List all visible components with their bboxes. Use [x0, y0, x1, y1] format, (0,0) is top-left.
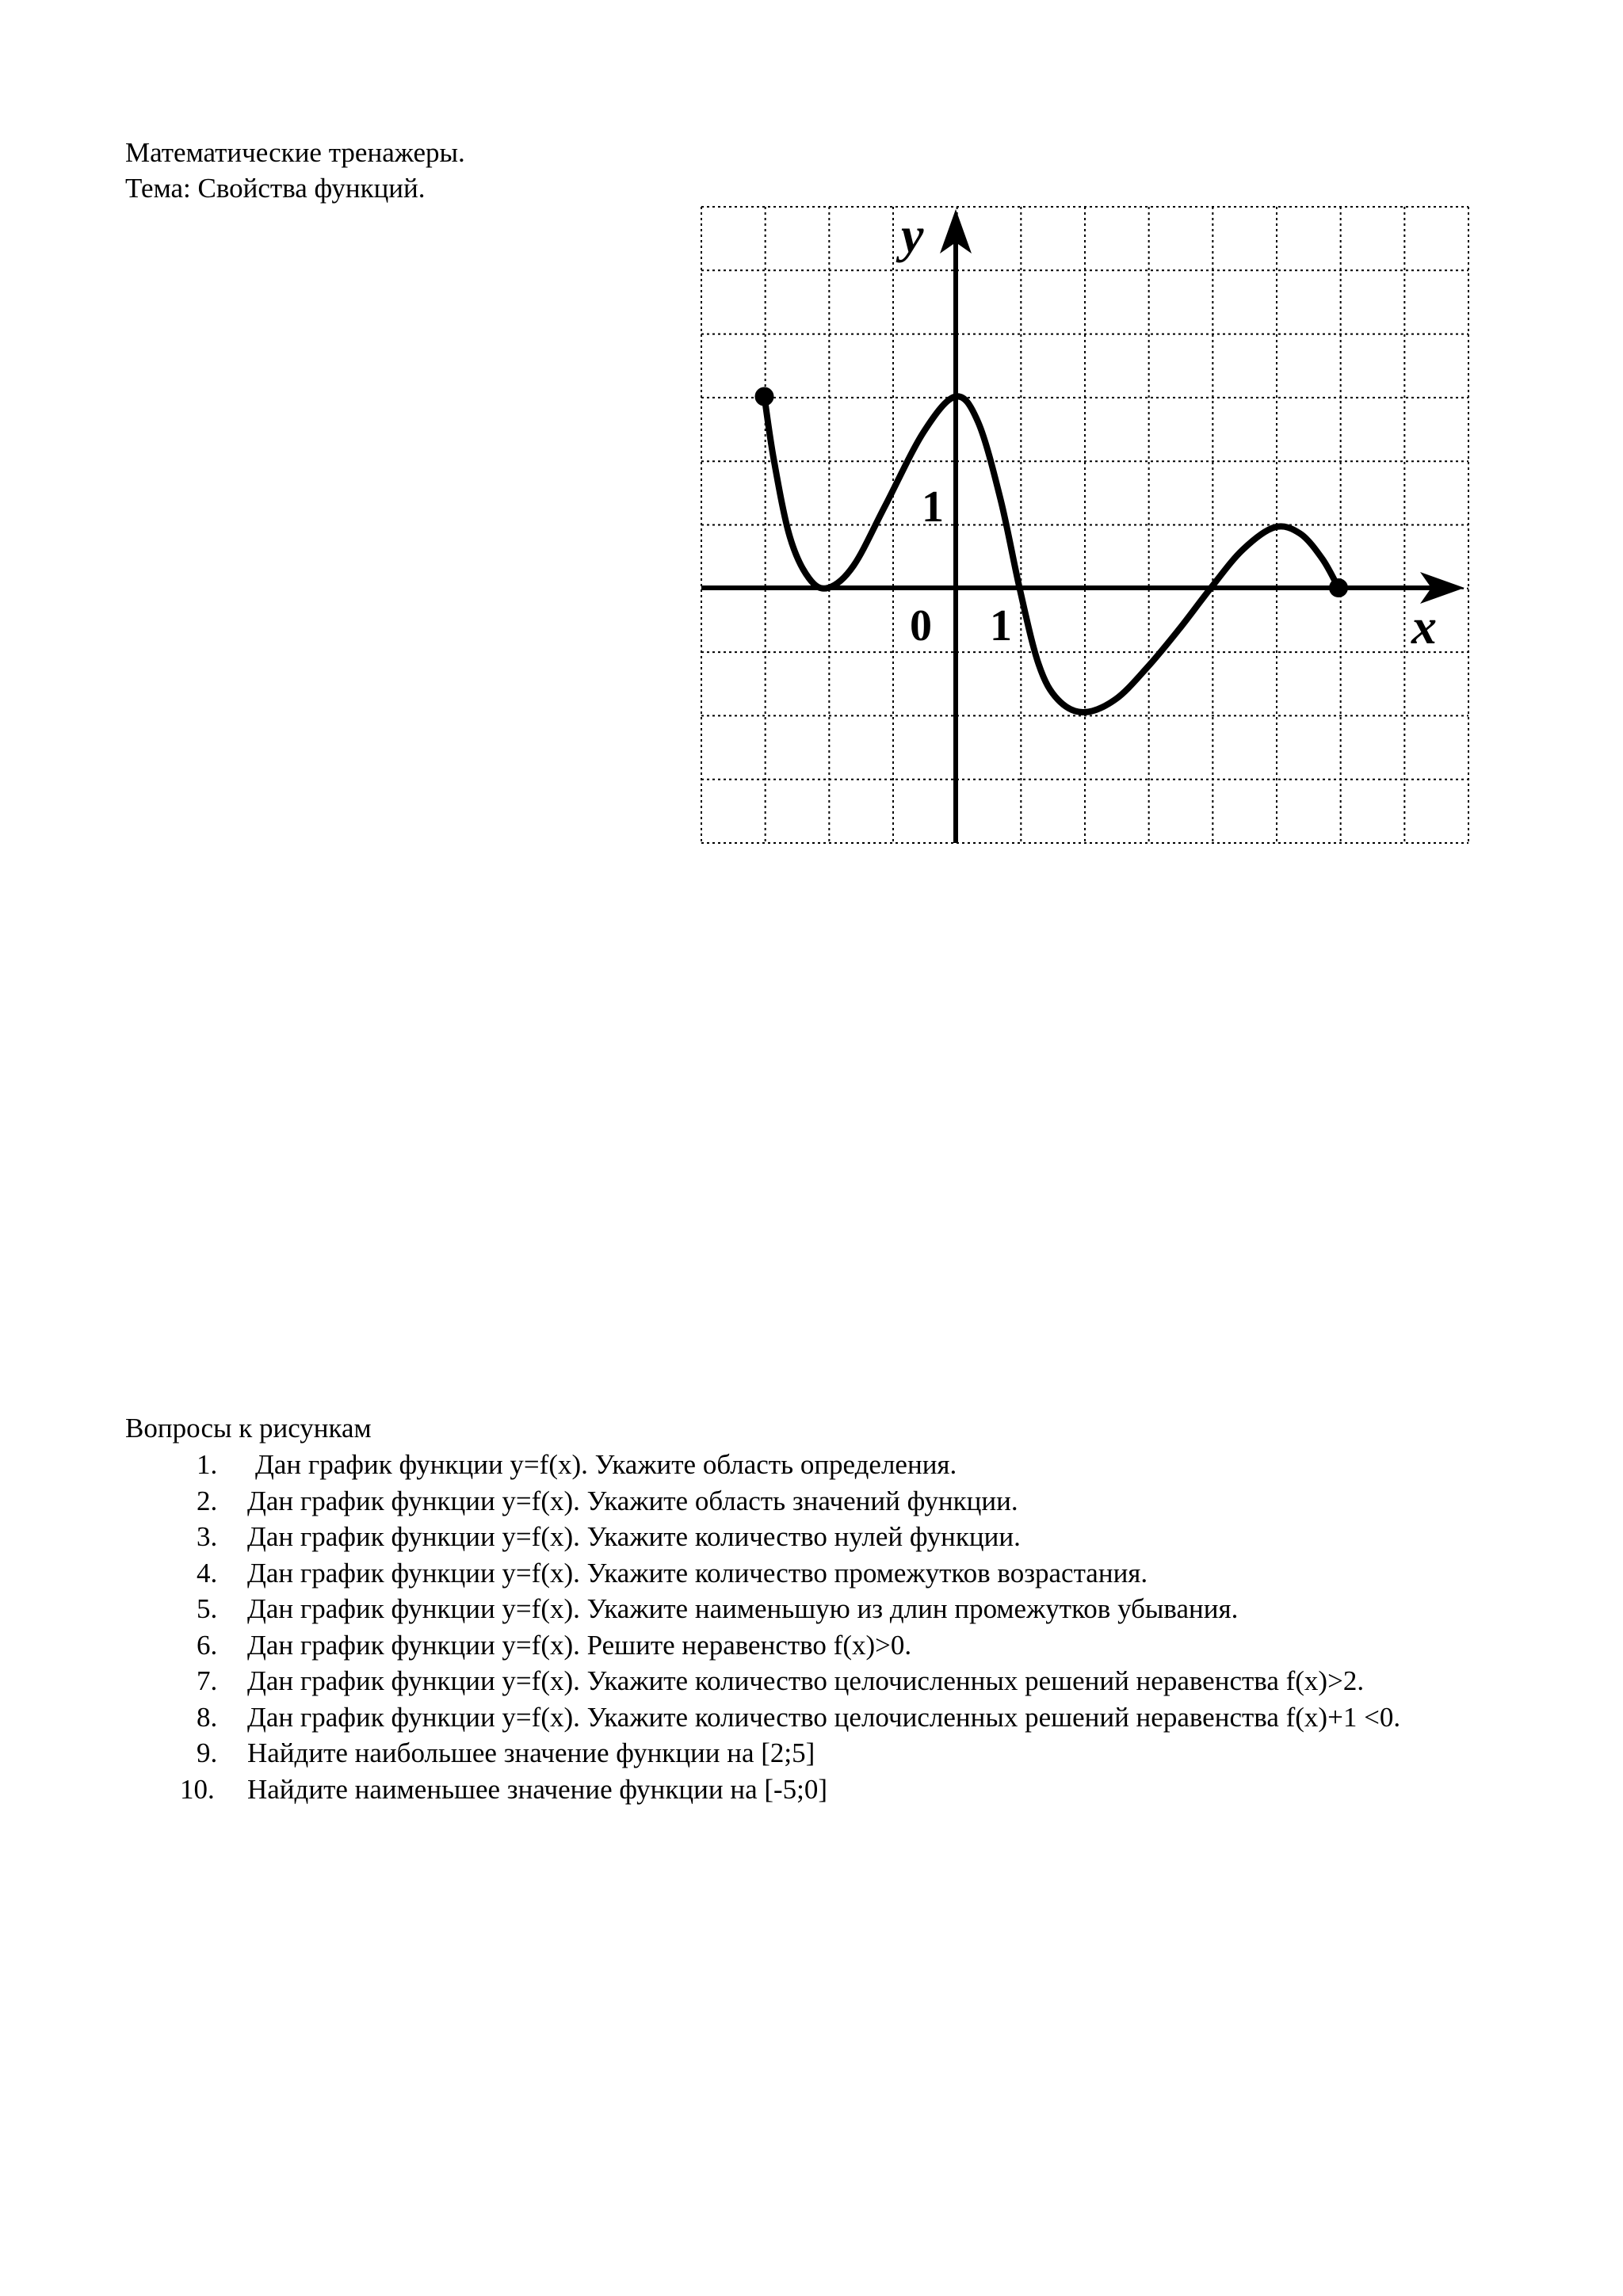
question-item [197, 1699, 1496, 1736]
question-item [197, 1519, 1496, 1555]
question-item [197, 1627, 1496, 1664]
question-number: 5. [197, 1593, 218, 1624]
question-item [197, 1735, 1496, 1772]
question-item [180, 1772, 1496, 1808]
y-unit-label: 1 [922, 482, 944, 532]
x-axis-label: x [1411, 598, 1437, 654]
question-text: Дан график функции y=f(x). Укажите наименьшую из длин промежутков убывания. [247, 1593, 1239, 1624]
function-curve-layer [755, 387, 1349, 713]
question-item [197, 1591, 1496, 1627]
endpoint-left [755, 387, 774, 406]
chart-axes [701, 209, 1465, 843]
question-item [197, 1483, 1496, 1520]
y-axis-label: y [901, 207, 924, 263]
question-number: 2. [197, 1485, 218, 1516]
header-topic: Тема: Свойства функций. [125, 173, 426, 204]
question-number: 6. [197, 1629, 218, 1661]
question-text: Найдите наименьшее значение функции на [-5;0] [247, 1773, 828, 1805]
questions-list [180, 1447, 1496, 1807]
question-text: Найдите наибольшее значение функции на [2;5] [247, 1737, 815, 1768]
function-graph [0, 0, 1623, 871]
endpoint-right [1329, 578, 1348, 597]
question-number: 8. [197, 1701, 218, 1733]
header-title: Математические тренажеры. [125, 137, 465, 168]
question-number: 1. [197, 1449, 218, 1480]
question-text: Дан график функции y=f(x). Укажите количество целочисленных решений неравенства f(x)>2. [247, 1665, 1365, 1696]
question-number: 7. [197, 1665, 218, 1696]
questions-title: Вопросы к рисункам [125, 1413, 372, 1444]
question-text: Дан график функции y=f(x). Укажите область значений функции. [247, 1485, 1018, 1516]
chart-grid [701, 207, 1468, 843]
x-unit-label: 1 [990, 601, 1012, 650]
question-text: Дан график функции y=f(x). Укажите количество нулей функции. [247, 1521, 1021, 1552]
question-item [197, 1447, 1496, 1483]
origin-label: 0 [910, 601, 932, 650]
question-item [197, 1663, 1496, 1699]
function-curve [765, 396, 1339, 712]
question-text: Дан график функции y=f(x). Укажите область определения. [255, 1449, 957, 1480]
question-item [197, 1555, 1496, 1592]
question-number: 3. [197, 1521, 218, 1552]
question-number: 9. [197, 1737, 218, 1768]
question-text: Дан график функции y=f(x). Укажите количество целочисленных решений неравенства f(x)+1 <0. [247, 1701, 1401, 1733]
question-text: Дан график функции y=f(x). Укажите количество промежутков возрастания. [247, 1557, 1148, 1589]
question-text: Дан график функции y=f(x). Решите неравенство f(x)>0. [247, 1629, 912, 1661]
question-number: 10. [180, 1773, 215, 1805]
question-number: 4. [197, 1557, 218, 1589]
